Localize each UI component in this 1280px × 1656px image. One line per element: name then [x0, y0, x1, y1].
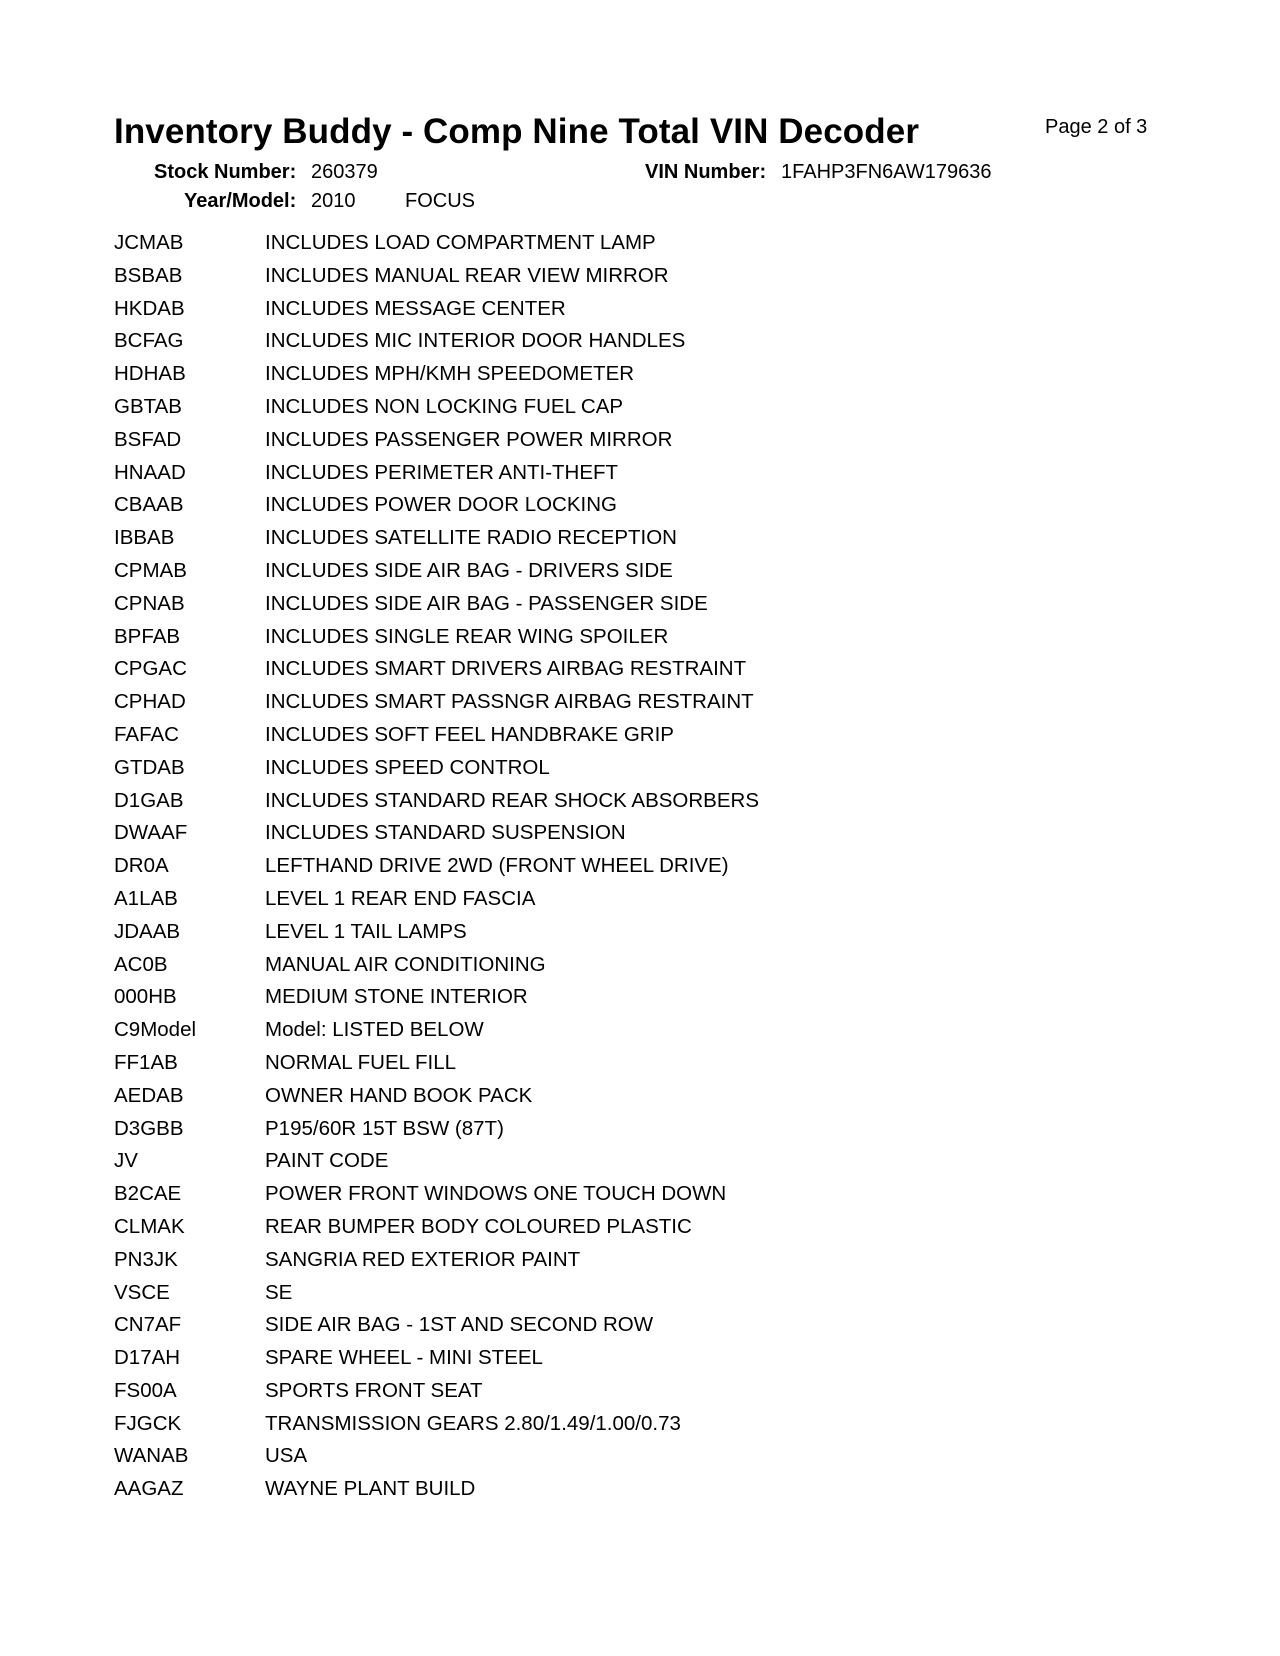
option-description: INCLUDES STANDARD SUSPENSION: [265, 821, 626, 845]
option-code: CN7AF: [114, 1313, 182, 1337]
option-code: HNAAD: [114, 460, 186, 484]
option-description: LEVEL 1 TAIL LAMPS: [265, 919, 467, 943]
option-description: SE: [265, 1280, 293, 1304]
option-description: INCLUDES SIDE AIR BAG - DRIVERS SIDE: [265, 558, 673, 582]
list-item: [114, 1014, 1214, 1047]
option-code: HKDAB: [114, 296, 185, 320]
list-item: [114, 260, 1214, 293]
option-code: 000HB: [114, 985, 177, 1009]
option-code: FJGCK: [114, 1411, 182, 1435]
list-item: [114, 883, 1214, 916]
list-item: [114, 1047, 1214, 1080]
option-description: INCLUDES STANDARD REAR SHOCK ABSORBERS: [265, 788, 760, 812]
list-item: [114, 1473, 1214, 1506]
option-code: WANAB: [114, 1444, 189, 1468]
option-description: MEDIUM STONE INTERIOR: [265, 985, 528, 1009]
model-value: FOCUS: [405, 190, 475, 212]
option-description: INCLUDES SPEED CONTROL: [265, 755, 550, 779]
option-code: D3GBB: [114, 1116, 184, 1140]
stock-number-value: 260379: [311, 161, 378, 183]
option-description: SIDE AIR BAG - 1ST AND SECOND ROW: [265, 1313, 654, 1337]
option-code: PN3JK: [114, 1247, 178, 1271]
option-description: TRANSMISSION GEARS 2.80/1.49/1.00/0.73: [265, 1411, 681, 1435]
list-item: [114, 1408, 1214, 1441]
page-title: Inventory Buddy - Comp Nine Total VIN Decoder: [114, 112, 920, 151]
option-code: JCMAB: [114, 231, 184, 254]
option-code-list: [114, 227, 1214, 1506]
option-description: P195/60R 15T BSW (87T): [265, 1116, 504, 1140]
option-description: INCLUDES PASSENGER POWER MIRROR: [265, 427, 673, 451]
option-description: INCLUDES MIC INTERIOR DOOR HANDLES: [265, 329, 686, 353]
list-item: [114, 916, 1214, 949]
list-item: [114, 686, 1214, 719]
option-code: GBTAB: [114, 394, 182, 418]
option-description: SANGRIA RED EXTERIOR PAINT: [265, 1247, 581, 1271]
list-item: [114, 293, 1214, 326]
list-item: [114, 489, 1214, 522]
option-description: INCLUDES MANUAL REAR VIEW MIRROR: [265, 263, 669, 287]
option-code: A1LAB: [114, 886, 178, 910]
vin-number-label: VIN Number:: [645, 161, 767, 183]
option-code: IBBAB: [114, 526, 175, 550]
list-item: [114, 555, 1214, 588]
year-value: 2010: [311, 190, 356, 212]
option-description: REAR BUMPER BODY COLOURED PLASTIC: [265, 1214, 692, 1238]
year-model-label: Year/Model:: [184, 190, 297, 212]
option-code: AAGAZ: [114, 1477, 184, 1501]
option-description: MANUAL AIR CONDITIONING: [265, 952, 546, 976]
list-item: [114, 653, 1214, 686]
option-code: FS00A: [114, 1378, 177, 1402]
option-description: INCLUDES PERIMETER ANTI-THEFT: [265, 460, 619, 484]
list-item: [114, 424, 1214, 457]
option-description: SPARE WHEEL - MINI STEEL: [265, 1346, 543, 1370]
option-code: BSFAD: [114, 427, 182, 451]
option-description: POWER FRONT WINDOWS ONE TOUCH DOWN: [265, 1182, 727, 1206]
list-item: [114, 325, 1214, 358]
list-item: [114, 227, 1214, 260]
option-description: INCLUDES SMART DRIVERS AIRBAG RESTRAINT: [265, 657, 747, 681]
option-description: INCLUDES SATELLITE RADIO RECEPTION: [265, 526, 677, 550]
option-code: HDHAB: [114, 362, 186, 386]
option-description: INCLUDES SINGLE REAR WING SPOILER: [265, 624, 669, 648]
list-item: [114, 817, 1214, 850]
list-item: [114, 1342, 1214, 1375]
list-item: [114, 1244, 1214, 1277]
list-item: [114, 1440, 1214, 1473]
option-description: WAYNE PLANT BUILD: [265, 1477, 476, 1501]
option-code: DWAAF: [114, 821, 188, 845]
option-description: OWNER HAND BOOK PACK: [265, 1083, 533, 1107]
list-item: [114, 457, 1214, 490]
option-description: LEVEL 1 REAR END FASCIA: [265, 886, 536, 910]
list-item: [114, 1211, 1214, 1244]
list-item: [114, 1277, 1214, 1310]
stock-number-label: Stock Number:: [154, 161, 297, 183]
option-code: BCFAG: [114, 329, 184, 353]
list-item: [114, 719, 1214, 752]
option-description: PAINT CODE: [265, 1149, 389, 1173]
option-description: INCLUDES SIDE AIR BAG - PASSENGER SIDE: [265, 591, 708, 615]
option-description: NORMAL FUEL FILL: [265, 1050, 456, 1074]
option-code: CBAAB: [114, 493, 184, 517]
option-code: CPMAB: [114, 558, 187, 582]
option-description: INCLUDES MESSAGE CENTER: [265, 296, 566, 320]
option-description: INCLUDES LOAD COMPARTMENT LAMP: [265, 231, 656, 254]
list-item: [114, 850, 1214, 883]
page-number: Page 2 of 3: [1045, 116, 1148, 138]
list-item: [114, 621, 1214, 654]
list-item: [114, 981, 1214, 1014]
option-code: VSCE: [114, 1280, 170, 1304]
option-description: SPORTS FRONT SEAT: [265, 1378, 483, 1402]
option-description: LEFTHAND DRIVE 2WD (FRONT WHEEL DRIVE): [265, 854, 729, 878]
option-code: C9Model: [114, 1018, 197, 1042]
option-code: AEDAB: [114, 1083, 184, 1107]
option-description: INCLUDES NON LOCKING FUEL CAP: [265, 394, 624, 418]
option-code: GTDAB: [114, 755, 185, 779]
option-code: JV: [114, 1149, 138, 1173]
list-item: [114, 752, 1214, 785]
list-item: [114, 522, 1214, 555]
option-description: INCLUDES POWER DOOR LOCKING: [265, 493, 617, 517]
option-code: JDAAB: [114, 919, 181, 943]
list-item: [114, 358, 1214, 391]
option-code: FAFAC: [114, 722, 179, 746]
option-description: INCLUDES MPH/KMH SPEEDOMETER: [265, 362, 635, 386]
vin-number-value: 1FAHP3FN6AW179636: [781, 161, 992, 183]
list-item: [114, 1080, 1214, 1113]
option-code: FF1AB: [114, 1050, 178, 1074]
list-item: [114, 1145, 1214, 1178]
option-code: AC0B: [114, 952, 168, 976]
option-description: USA: [265, 1444, 308, 1468]
option-code: B2CAE: [114, 1182, 182, 1206]
list-item: [114, 785, 1214, 818]
option-code: CPGAC: [114, 657, 187, 681]
option-description: INCLUDES SOFT FEEL HANDBRAKE GRIP: [265, 722, 674, 746]
option-code: DR0A: [114, 854, 169, 878]
option-code: D17AH: [114, 1346, 181, 1370]
list-item: [114, 1178, 1214, 1211]
list-item: [114, 949, 1214, 982]
list-item: [114, 1309, 1214, 1342]
option-code: CLMAK: [114, 1214, 185, 1238]
option-code: CPNAB: [114, 591, 185, 615]
option-code: CPHAD: [114, 690, 186, 714]
list-item: [114, 1375, 1214, 1408]
option-code: BSBAB: [114, 263, 183, 287]
list-item: [114, 588, 1214, 621]
option-description: INCLUDES SMART PASSNGR AIRBAG RESTRAINT: [265, 690, 754, 714]
option-code: BPFAB: [114, 624, 181, 648]
list-item: [114, 1113, 1214, 1146]
option-description: Model: LISTED BELOW: [265, 1018, 484, 1042]
option-code: D1GAB: [114, 788, 184, 812]
list-item: [114, 391, 1214, 424]
